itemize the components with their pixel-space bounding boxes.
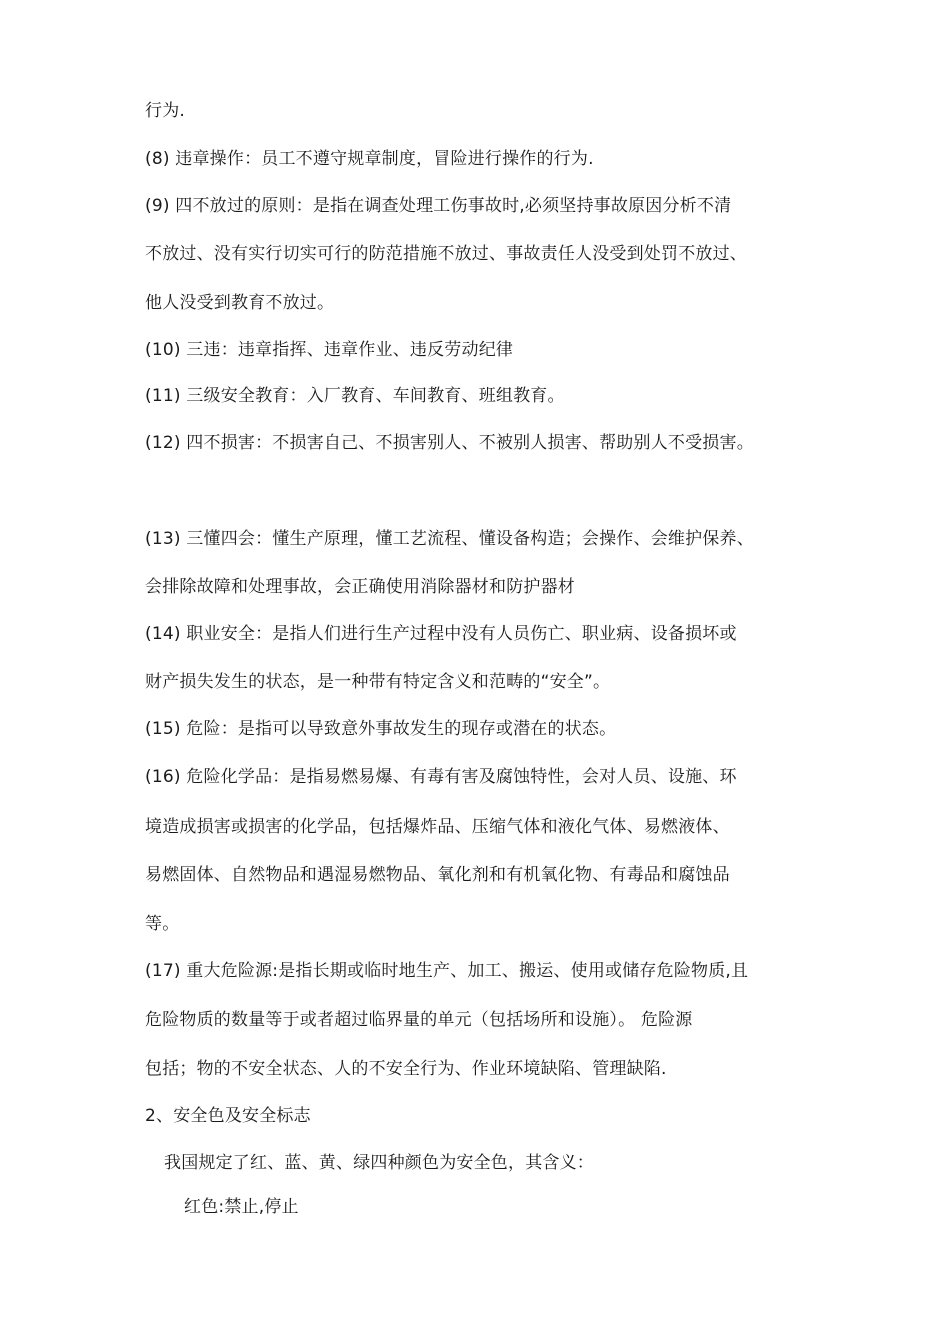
text-line: 不放过、没有实行切实可行的防范措施不放过、事故责任人没受到处罚不放过、 xyxy=(145,244,747,264)
text-line: (8) 违章操作：员工不遵守规章制度，冒险进行操作的行为. xyxy=(145,149,594,169)
text-line: 红色:禁止,停止 xyxy=(184,1197,299,1217)
section-heading: 2、安全色及安全标志 xyxy=(145,1106,311,1126)
text-line: (14) 职业安全：是指人们进行生产过程中没有人员伤亡、职业病、设备损坏或 xyxy=(145,624,737,644)
text-line: 境造成损害或损害的化学品，包括爆炸品、压缩气体和液化气体、易燃液体、 xyxy=(145,817,730,837)
text-line: (9) 四不放过的原则：是指在调查处理工伤事故时,必须坚持事故原因分析不清 xyxy=(145,196,732,216)
text-line: 财产损失发生的状态，是一种带有特定含义和范畴的“安全”。 xyxy=(145,672,611,692)
text-line: 易燃固体、自然物品和遇湿易燃物品、氧化剂和有机氧化物、有毒品和腐蚀品 xyxy=(145,865,730,885)
text-line: (10) 三违：违章指挥、违章作业、违反劳动纪律 xyxy=(145,340,514,360)
text-line: 行为. xyxy=(145,101,186,121)
text-line: 会排除故障和处理事故，会正确使用消除器材和防护器材 xyxy=(145,577,575,597)
text-line: (12) 四不损害：不损害自己、不损害别人、不被别人损害、帮助别人不受损害。 xyxy=(145,433,754,453)
text-line: (13) 三懂四会：懂生产原理，懂工艺流程、懂设备构造；会操作、会维护保养、 xyxy=(145,529,754,549)
text-line: 我国规定了红、蓝、黄、绿四种颜色为安全色，其含义： xyxy=(164,1153,594,1173)
text-line: 他人没受到教育不放过。 xyxy=(145,293,335,313)
text-line: (17) 重大危险源:是指长期或临时地生产、加工、搬运、使用或储存危险物质,且 xyxy=(145,961,749,981)
text-line: (11) 三级安全教育：入厂教育、车间教育、班组教育。 xyxy=(145,386,565,406)
text-line: 等。 xyxy=(145,914,180,934)
text-line: 包括；物的不安全状态、人的不安全行为、作业环境缺陷、管理缺陷. xyxy=(145,1059,667,1079)
text-line: (15) 危险：是指可以导致意外事故发生的现存或潜在的状态。 xyxy=(145,719,617,739)
text-line: 危险物质的数量等于或者超过临界量的单元（包括场所和设施）。 危险源 xyxy=(145,1010,693,1030)
text-line: (16) 危险化学品：是指易燃易爆、有毒有害及腐蚀特性，会对人员、设施、环 xyxy=(145,767,737,787)
